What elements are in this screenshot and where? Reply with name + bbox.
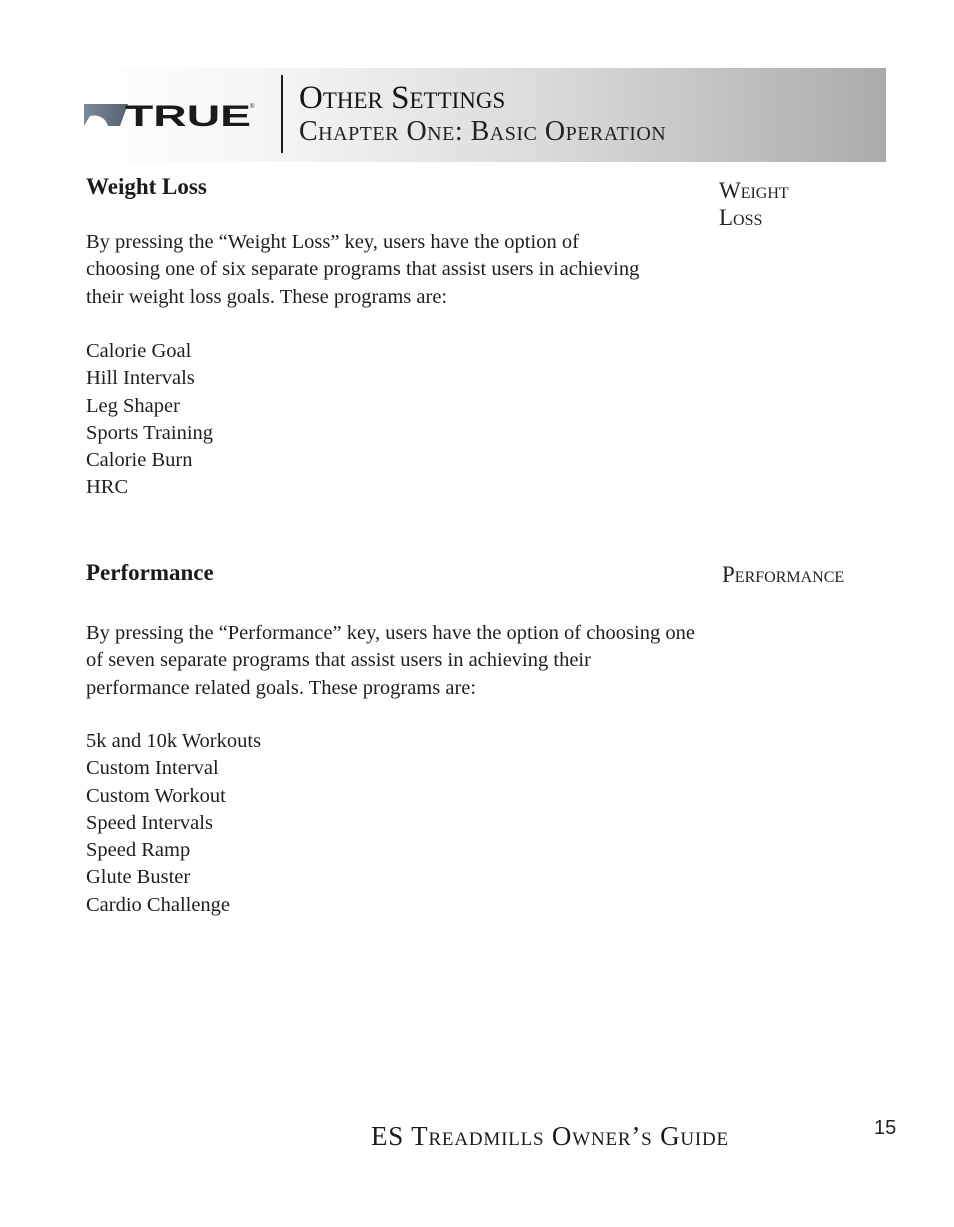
list-item: Cardio Challenge [86, 893, 231, 916]
list-item: Sports Training [86, 421, 214, 444]
performance-heading: Performance [86, 560, 214, 585]
true-logo-graphic [84, 100, 256, 130]
list-item: 5k and 10k Workouts [86, 730, 262, 752]
list-item: Leg Shaper [86, 394, 180, 417]
chapter-subtitle: Chapter One: Basic Operation [299, 116, 667, 147]
list-item: Custom Interval [86, 757, 219, 780]
performance-side-label: Performance [722, 562, 845, 587]
list-item: Calorie Goal [86, 340, 192, 362]
page-title: Other Settings [299, 80, 506, 116]
list-item: Speed Ramp [86, 839, 191, 862]
weight-loss-program-list [86, 338, 213, 502]
weight-loss-heading: Weight Loss [86, 174, 207, 199]
weight-loss-side-label: Weight Loss [719, 178, 789, 230]
owners-guide-footer: ES Treadmills Owner’s Guide [371, 1121, 729, 1151]
list-item: Custom Workout [86, 784, 226, 807]
list-item: Calorie Burn [86, 449, 193, 472]
list-item: Speed Intervals [86, 811, 213, 834]
true-logo [84, 100, 256, 130]
header-divider [281, 75, 283, 153]
svg-text:®: ® [250, 104, 255, 110]
page-number: 15 [874, 1117, 897, 1139]
list-item: Hill Intervals [86, 367, 195, 390]
performance-paragraph: By pressing the “Performance” key, users have the option of choosing one of seven separate programs that assist users in achieving their performance related goals. These programs are: [86, 622, 695, 699]
list-item: HRC [86, 476, 129, 499]
list-item: Glute Buster [86, 866, 191, 889]
performance-program-list [86, 728, 261, 919]
weight-loss-paragraph: By pressing the “Weight Loss” key, users have the option of choosing one of six separate programs that assist users in achieving their weight loss goals. These programs are: [86, 231, 640, 308]
logo-text: TRUE [125, 100, 251, 130]
